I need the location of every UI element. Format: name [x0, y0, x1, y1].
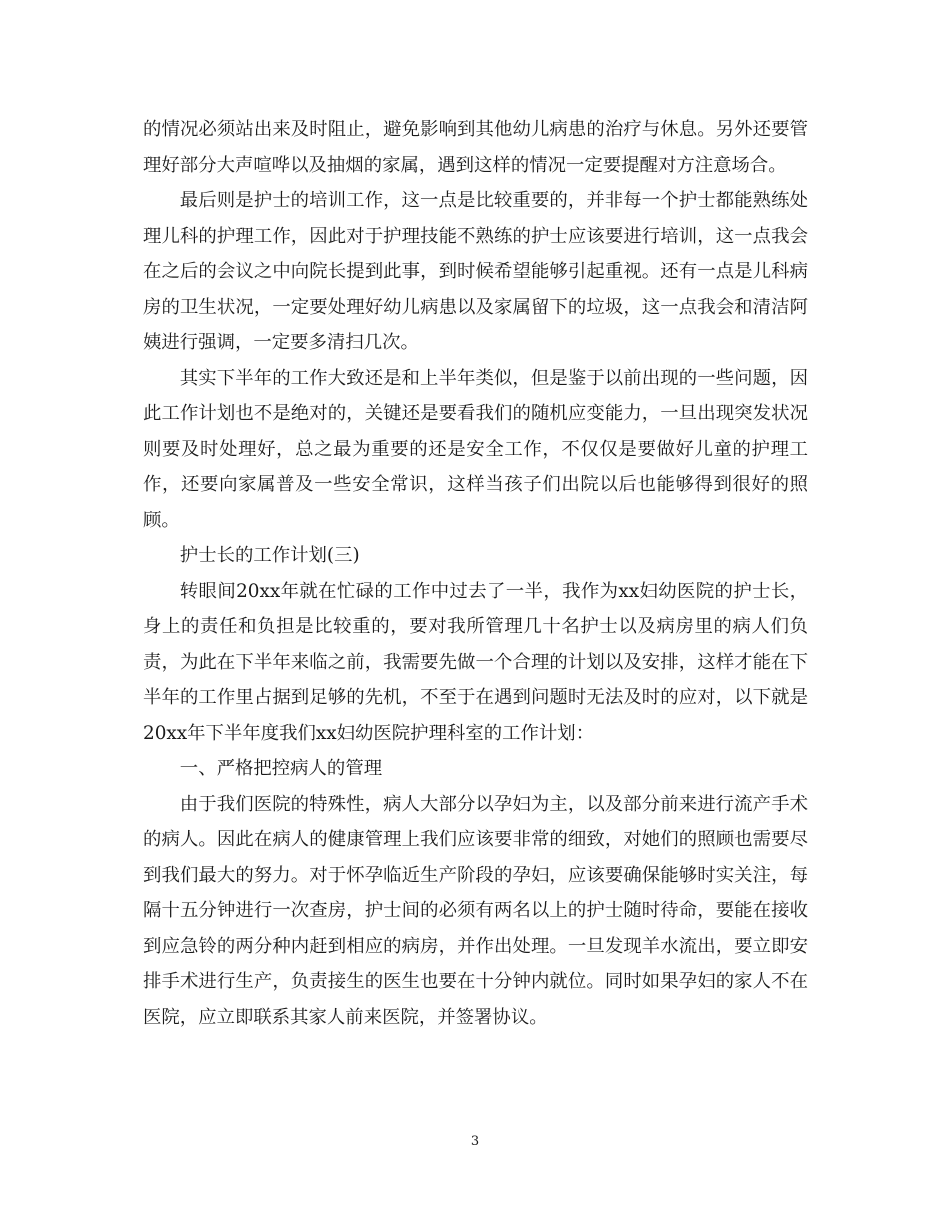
paragraph-3: 其实下半年的工作大致还是和上半年类似，但是鉴于以前出现的一些问题，因此工作计划也不是绝对的，关键还是要看我们的随机应变能力，一旦出现突发状况则要及时处理好，总之最为重要的还是安全工作，不仅仅是要做好儿童的护理工作，还要向家属普及一些安全常识，这样当孩子们出院以后也能够得到很好的照顾。	[143, 367, 808, 531]
paragraph-2: 最后则是护士的培训工作，这一点是比较重要的，并非每一个护士都能熟练处理儿科的护理工作，因此对于护理技能不熟练的护士应该要进行培训，这一点我会在之后的会议之中向院长提到此事，到时候希望能够引起重视。还有一点是儿科病房的卫生状况，一定要处理好幼儿病患以及家属留下的垃圾，这一点我会和清洁阿姨进行强调，一定要多清扫几次。	[143, 190, 808, 353]
document-body	[143, 112, 808, 1035]
paragraph-4: 转眼间20xx年就在忙碌的工作中过去了一半，我作为xx妇幼医院的护士长，身上的责任和负担是比较重的，要对我所管理几十名护士以及病房里的病人们负责，为此在下半年来临之前，我需要先做一个合理的计划以及安排，这样才能在下半年的工作里占据到足够的先机，不至于在遇到问题时无法及时的应对，以下就是20xx年下半年度我们xx妇幼医院护理科室的工作计划：	[143, 580, 808, 744]
paragraph-5: 由于我们医院的特殊性，病人大部分以孕妇为主，以及部分前来进行流产手术的病人。因此在病人的健康管理上我们应该要非常的细致，对她们的照顾也需要尽到我们最大的努力。对于怀孕临近生产阶段的孕妇，应该要确保能够时实关注，每隔十五分钟进行一次查房，护士间的必须有两名以上的护士随时待命，要能在接收到应急铃的两分种内赶到相应的病房，并作出处理。一旦发现羊水流出，要立即安排手术进行生产，负责接生的医生也要在十分钟内就位。同时如果孕妇的家人不在医院，应立即联系其家人前来医院，并签署协议。	[143, 793, 808, 1028]
subheading-patient-management: 一、严格把控病人的管理	[179, 758, 383, 779]
paragraph-1: 的情况必须站出来及时阻止，避免影响到其他幼儿病患的治疗与休息。另外还要管理好部分大声喧哗以及抽烟的家属，遇到这样的情况一定要提醒对方注意场合。	[143, 119, 808, 176]
section-heading-plan-3: 护士长的工作计划(三)	[179, 545, 360, 566]
page-number: 3	[470, 1134, 480, 1149]
